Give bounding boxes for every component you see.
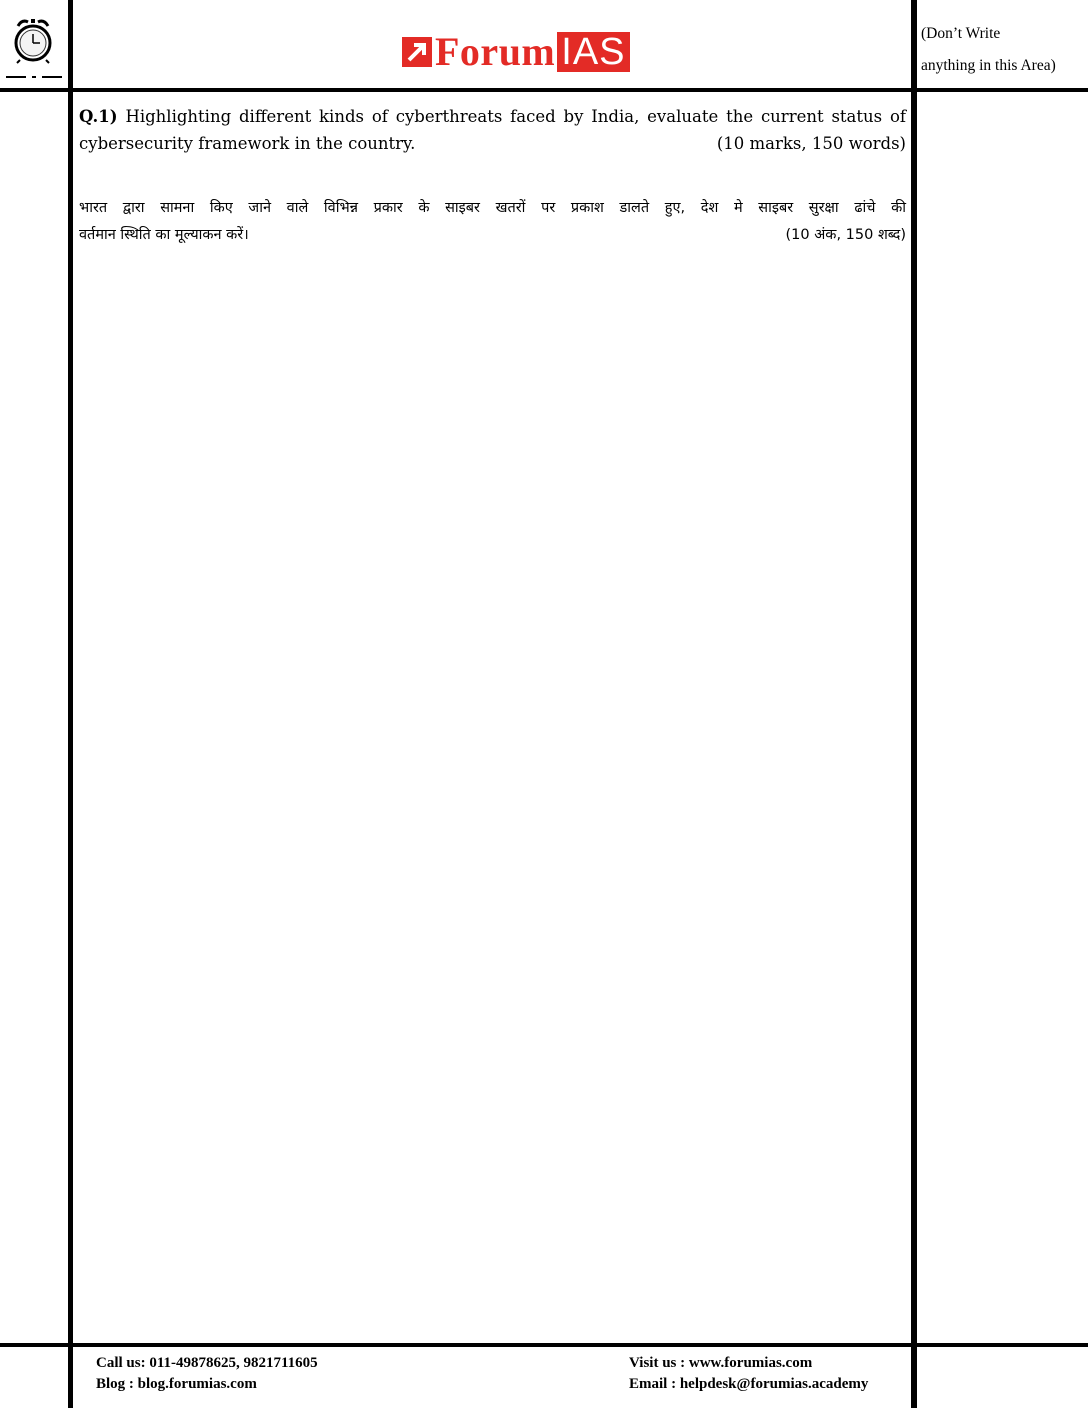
dont-write-line-2: anything in this Area) [921, 57, 1056, 74]
logo-forum-text: Forum [435, 29, 556, 74]
question-hindi-marks: (10 अंक, 150 शब्द) [785, 227, 906, 243]
footer-call: Call us: 011-49878625, 9821711605 [96, 1355, 318, 1371]
question-english-marks: (10 marks, 150 words) [716, 134, 906, 153]
question-english-text-1: Highlighting different kinds of cyberthreats faced by India, evaluate the current status of [125, 107, 906, 126]
question-english-line-1 [79, 103, 906, 130]
question-hindi-line-1: भारत द्वारा सामना किए जाने वाले विभिन्न प्रकार के साइबर खतरों पर प्रकाश डालते हुए, देश मे साइबर सुरक्षा ढांचे की [79, 200, 906, 216]
logo-ias-text: IAS [557, 32, 629, 72]
question-hindi [79, 195, 906, 249]
question-hindi-line-2 [79, 222, 906, 249]
forumias-logo [402, 29, 630, 74]
logo-arrow-icon [402, 37, 432, 67]
dont-write-note [921, 18, 1086, 82]
time-dash-icon [6, 74, 62, 80]
footer-visit[interactable]: Visit us : www.forumias.com [629, 1355, 813, 1371]
footer-blog[interactable]: Blog : blog.forumias.com [96, 1376, 257, 1392]
footer-contact [96, 1353, 318, 1395]
alarm-clock-icon [12, 16, 54, 64]
question-number: Q.1) [79, 107, 118, 126]
right-margin-line [911, 0, 917, 1408]
question-english-text-2: cybersecurity framework in the country. [79, 134, 416, 153]
dont-write-line-1: (Don’t Write [921, 25, 1001, 42]
footer-email[interactable]: Email : helpdesk@forumias.academy [629, 1376, 869, 1392]
bottom-border-line [0, 1343, 1088, 1347]
footer-web [629, 1353, 868, 1395]
question-english-line-2 [79, 130, 906, 157]
top-border-line [0, 88, 1088, 92]
left-margin-line [68, 0, 73, 1408]
question-english [79, 103, 906, 157]
question-hindi-text-2: वर्तमान स्थिति का मूल्याकन करें। [79, 227, 249, 243]
